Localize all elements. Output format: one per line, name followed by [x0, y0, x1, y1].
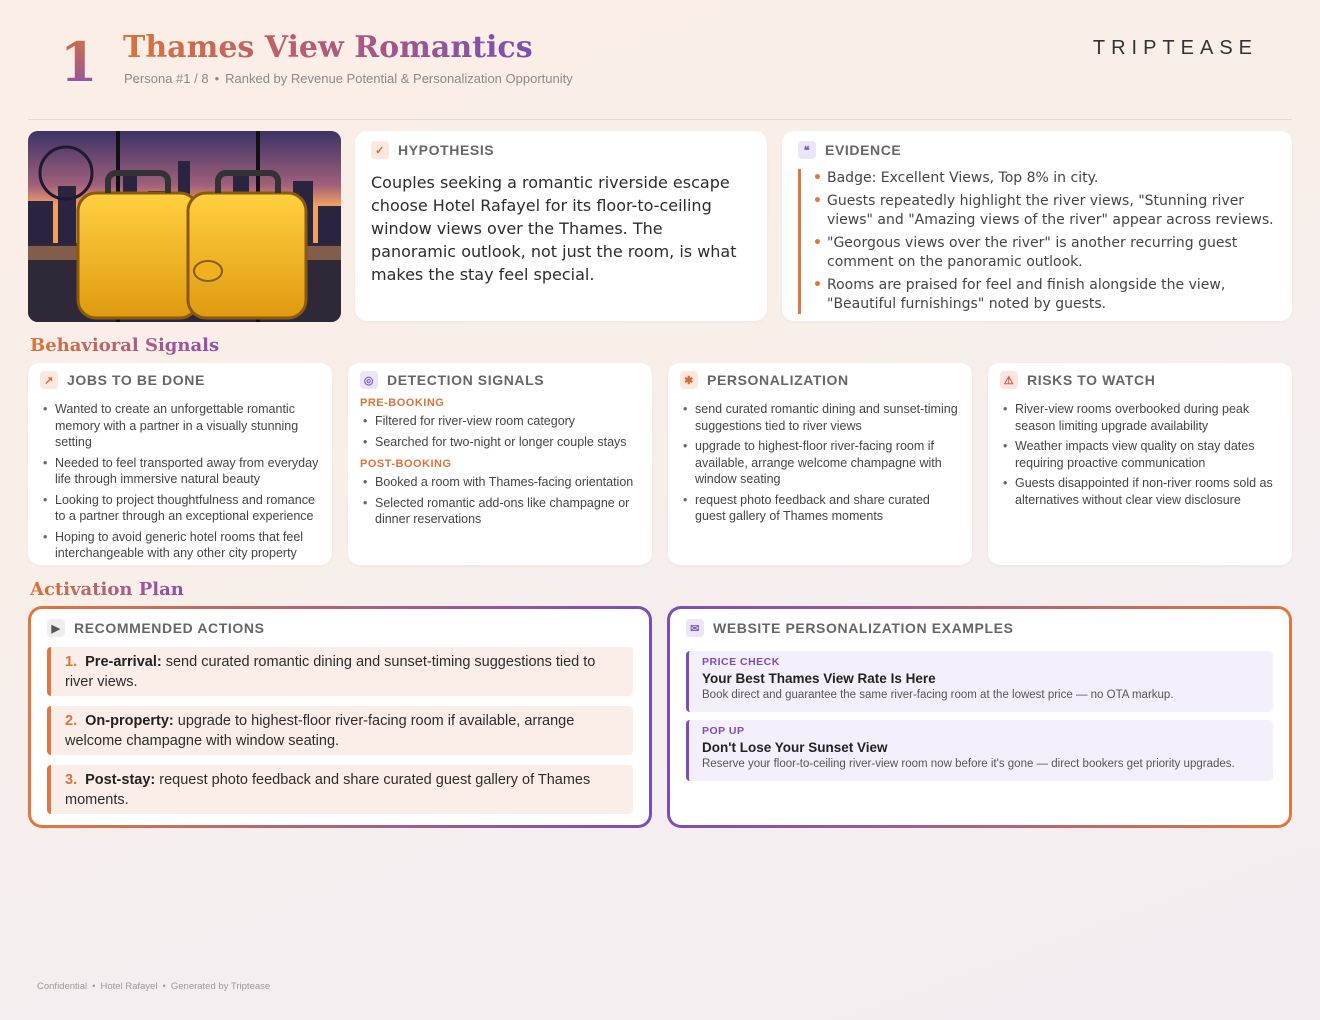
post-booking-label: POST-BOOKING: [360, 458, 452, 470]
activation-plan-title: Activation Plan: [30, 579, 184, 600]
personalization-card: [668, 363, 972, 565]
list-item: • River-view rooms overbooked during peak season limiting upgrade availability: [1000, 401, 1280, 434]
behavioral-signals-title: Behavioral Signals: [30, 335, 220, 356]
action-text: send curated romantic dining and sunset-timing suggestions tied to river views.: [65, 654, 596, 690]
action-number: 2.: [65, 713, 78, 729]
evidence-item: • Rooms are praised for feel and finish alongside the view, "Beautiful furnishings" noted by guests.: [813, 276, 1276, 314]
header-divider: [28, 119, 1292, 120]
sparkle-icon: ✱: [680, 371, 698, 389]
action-text: upgrade to highest-floor river-facing room if available, arrange welcome champagne with window seating.: [65, 713, 575, 749]
detection-header: [360, 371, 640, 389]
separator: •: [162, 981, 166, 992]
example-headline: Your Best Thames View Rate Is Here: [702, 671, 936, 686]
evidence-label: EVIDENCE: [825, 142, 902, 158]
separator: •: [214, 71, 220, 86]
hypothesis-card: [355, 131, 767, 321]
action-stage: On-property:: [85, 713, 174, 729]
personalization-header: [680, 371, 960, 389]
actions-header: [47, 619, 633, 637]
website-header: [686, 619, 1273, 637]
page-title: Thames View Romantics: [123, 28, 533, 68]
list-item: • request photo feedback and share curated guest gallery of Thames moments: [680, 492, 960, 525]
actions-label: RECOMMENDED ACTIONS: [74, 620, 265, 636]
evidence-card: [782, 131, 1292, 321]
evidence-item: • Guests repeatedly highlight the river views, "Stunning river views" and "Amazing views of the river" appear across reviews.: [813, 192, 1276, 230]
list-item: • upgrade to highest-floor river-facing room if available, arrange welcome champagne with window seating: [680, 438, 960, 488]
pre-booking-list: [360, 413, 640, 450]
list-item: • Filtered for river-view room category: [360, 413, 640, 430]
risks-list: [1000, 401, 1280, 508]
footer-generated: Generated by Triptease: [170, 981, 271, 992]
action-number: 1.: [65, 654, 78, 670]
arrow-up-right-icon: ↗: [40, 371, 58, 389]
list-item: • Booked a room with Thames-facing orientation: [360, 474, 640, 491]
website-personalization-panel: [667, 606, 1292, 828]
separator: •: [92, 981, 96, 992]
example-description: Reserve your floor-to-ceiling river-view room now before it's gone — direct bookers get priority upgrades.: [702, 758, 1235, 770]
post-booking-list: [360, 474, 640, 528]
risks-label: RISKS TO WATCH: [1027, 372, 1156, 388]
header: [0, 0, 1320, 120]
evidence-header: [798, 141, 1276, 159]
example-description: Book direct and guarantee the same river-facing room at the lowest price — no OTA markup.: [702, 689, 1174, 701]
footer: [37, 981, 270, 992]
page-subtitle: [124, 71, 573, 86]
jobs-list: [40, 401, 320, 562]
website-example: [686, 720, 1273, 781]
evidence-list: [798, 169, 1276, 314]
action-item: [47, 706, 633, 755]
list-item: • Guests disappointed if non-river rooms sold as alternatives without clear view disclosure: [1000, 475, 1280, 508]
action-stage: Pre-arrival:: [85, 654, 162, 670]
mail-icon: ✉: [686, 619, 704, 637]
example-tag: PRICE CHECK: [702, 656, 780, 668]
action-item: [47, 647, 633, 696]
action-text: request photo feedback and share curated guest gallery of Thames moments.: [65, 772, 591, 808]
list-item: • Wanted to create an unforgettable romantic memory with a partner in a visually stunning setting: [40, 401, 320, 451]
list-item: • Hoping to avoid generic hotel rooms that feel interchangeable with any other city property: [40, 529, 320, 562]
evidence-item: • Badge: Excellent Views, Top 8% in city.: [813, 169, 1276, 188]
persona-count: Persona #1 / 8: [124, 71, 209, 86]
example-headline: Don't Lose Your Sunset View: [702, 740, 888, 755]
warning-icon: ⚠: [1000, 371, 1018, 389]
persona-rank: 1: [60, 30, 98, 94]
hypothesis-label: HYPOTHESIS: [398, 142, 495, 158]
personalization-label: PERSONALIZATION: [707, 372, 849, 388]
play-icon: ▶: [47, 619, 65, 637]
detection-card: [348, 363, 652, 565]
evidence-item: • "Georgous views over the river" is another recurring guest comment on the panoramic outlook.: [813, 234, 1276, 272]
target-icon: ◎: [360, 371, 378, 389]
check-icon: ✓: [371, 141, 389, 159]
jobs-header: [40, 371, 320, 389]
example-tag: POP UP: [702, 725, 745, 737]
list-item: • Looking to project thoughtfulness and romance to a partner through an exceptional experience: [40, 492, 320, 525]
quote-icon: ❝: [798, 141, 816, 159]
jobs-label: JOBS TO BE DONE: [67, 372, 205, 388]
persona-illustration: [28, 131, 341, 322]
risks-card: [988, 363, 1292, 565]
suitcases-illustration: [28, 131, 341, 322]
hypothesis-text: Couples seeking a romantic riverside escape choose Hotel Rafayel for its floor-to-ceiling window views over the Thames. The panoramic outlook, not just the room, is what makes the stay feel special.: [371, 173, 737, 284]
list-item: • Weather impacts view quality on stay dates requiring proactive communication: [1000, 438, 1280, 471]
website-example: [686, 651, 1273, 712]
footer-hotel: Hotel Rafayel: [100, 981, 158, 992]
ranking-text: Ranked by Revenue Potential & Personalization Opportunity: [225, 71, 573, 86]
pre-booking-label: PRE-BOOKING: [360, 397, 445, 409]
list-item: • Searched for two-night or longer couple stays: [360, 434, 640, 451]
list-item: • Needed to feel transported away from everyday life through immersive natural beauty: [40, 455, 320, 488]
personalization-list: [680, 401, 960, 525]
risks-header: [1000, 371, 1280, 389]
action-stage: Post-stay:: [85, 772, 156, 788]
jobs-card: [28, 363, 332, 565]
brand-logo: TRIPTEASE: [1092, 37, 1258, 59]
list-item: • send curated romantic dining and sunset-timing suggestions tied to river views: [680, 401, 960, 434]
action-number: 3.: [65, 772, 78, 788]
list-item: • Selected romantic add-ons like champagne or dinner reservations: [360, 495, 640, 528]
recommended-actions-panel: [28, 606, 652, 828]
hypothesis-header: [371, 141, 751, 159]
footer-confidential: Confidential: [37, 981, 88, 992]
detection-label: DETECTION SIGNALS: [387, 372, 545, 388]
website-label: WEBSITE PERSONALIZATION EXAMPLES: [713, 620, 1014, 636]
action-item: [47, 765, 633, 814]
